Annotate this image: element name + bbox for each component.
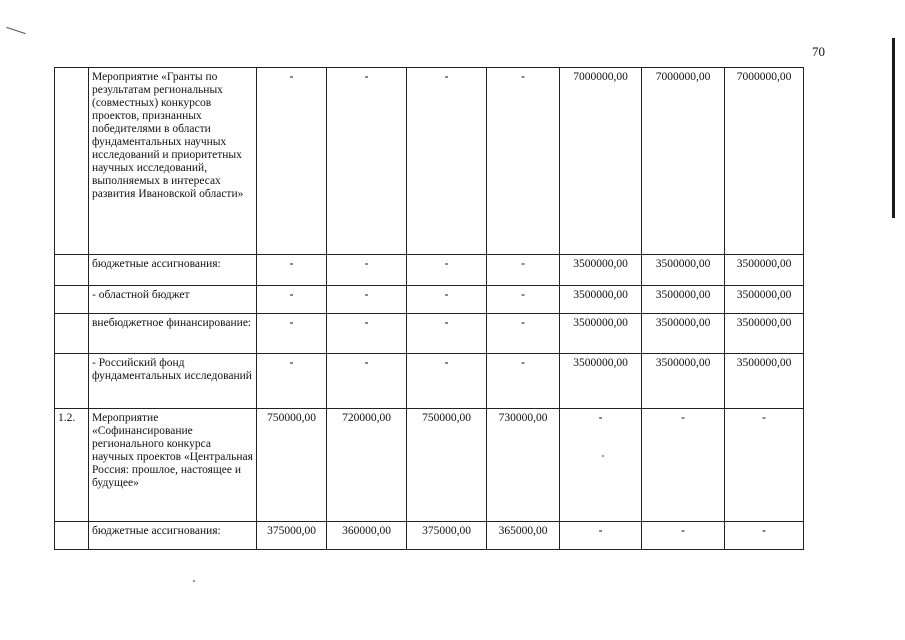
value-cell: 3500000,00	[560, 314, 642, 354]
value-cell: -	[327, 354, 407, 409]
table-row	[55, 314, 804, 354]
row-label: - Российский фонд фундаментальных исследований	[89, 354, 257, 409]
value-cell: 365000,00	[487, 522, 560, 550]
value-cell: -	[560, 522, 642, 550]
value-cell: -	[487, 314, 560, 354]
value-cell: -	[487, 68, 560, 255]
row-label: внебюджетное финансирование:	[89, 314, 257, 354]
value-cell: 375000,00	[407, 522, 487, 550]
value-cell: 375000,00	[257, 522, 327, 550]
value-cell: -	[257, 286, 327, 314]
value-cell: 750000,00	[257, 409, 327, 522]
row-index	[55, 314, 89, 354]
row-label: - областной бюджет	[89, 286, 257, 314]
value-cell: -	[560, 409, 642, 522]
value-cell: -	[407, 314, 487, 354]
scan-artifact-edge	[892, 38, 895, 218]
value-cell: -	[257, 68, 327, 255]
value-cell: -	[642, 522, 725, 550]
value-cell: -	[257, 314, 327, 354]
row-label: бюджетные ассигнования:	[89, 522, 257, 550]
table-row	[55, 68, 804, 255]
value-cell: -	[257, 255, 327, 286]
value-cell: 3500000,00	[642, 354, 725, 409]
value-cell: 7000000,00	[560, 68, 642, 255]
row-label: бюджетные ассигнования:	[89, 255, 257, 286]
value-cell: -	[407, 68, 487, 255]
value-cell: 7000000,00	[725, 68, 804, 255]
table-row	[55, 522, 804, 550]
value-cell: -	[407, 255, 487, 286]
value-cell: -	[487, 354, 560, 409]
row-label: Мероприятие «Софинансирование регионального конкурса научных проектов «Центральная Россия: прошлое, настоящее и будущее»	[89, 409, 257, 522]
table-row	[55, 255, 804, 286]
value-cell: -	[487, 286, 560, 314]
scan-artifact-mark	[6, 27, 25, 34]
value-cell: -	[327, 255, 407, 286]
value-cell: 3500000,00	[642, 286, 725, 314]
value-cell: 3500000,00	[725, 255, 804, 286]
value-cell: 3500000,00	[560, 354, 642, 409]
row-index	[55, 522, 89, 550]
value-cell: 3500000,00	[560, 286, 642, 314]
table-row	[55, 409, 804, 522]
row-index	[55, 68, 89, 255]
value-cell: 730000,00	[487, 409, 560, 522]
value-cell: 750000,00	[407, 409, 487, 522]
value-cell: -	[642, 409, 725, 522]
value-cell: -	[725, 409, 804, 522]
row-index	[55, 354, 89, 409]
value-cell: -	[725, 522, 804, 550]
value-cell: -	[257, 354, 327, 409]
scan-artifact-dot	[193, 580, 195, 582]
row-label: Мероприятие «Гранты по результатам региональных (совместных) конкурсов проектов, признанных победителями в области фундаментальных научных исследований и приоритетных научных исследований, выполняемых в интересах развития Ивановской области»	[89, 68, 257, 255]
value-cell: 360000,00	[327, 522, 407, 550]
value-cell: -	[407, 286, 487, 314]
value-cell: 3500000,00	[560, 255, 642, 286]
table-row	[55, 286, 804, 314]
value-cell: 720000,00	[327, 409, 407, 522]
value-cell: -	[407, 354, 487, 409]
row-index	[55, 255, 89, 286]
value-cell: 7000000,00	[642, 68, 725, 255]
value-cell: 3500000,00	[725, 354, 804, 409]
value-cell: -	[327, 286, 407, 314]
value-cell: 3500000,00	[642, 314, 725, 354]
row-index: 1.2.	[55, 409, 89, 522]
table-row	[55, 354, 804, 409]
row-index	[55, 286, 89, 314]
value-cell: -	[327, 68, 407, 255]
value-cell: 3500000,00	[725, 286, 804, 314]
page-number: 70	[812, 44, 825, 59]
value-cell: 3500000,00	[642, 255, 725, 286]
value-cell: -	[327, 314, 407, 354]
value-cell: 3500000,00	[725, 314, 804, 354]
value-cell: -	[487, 255, 560, 286]
budget-table	[54, 67, 804, 550]
